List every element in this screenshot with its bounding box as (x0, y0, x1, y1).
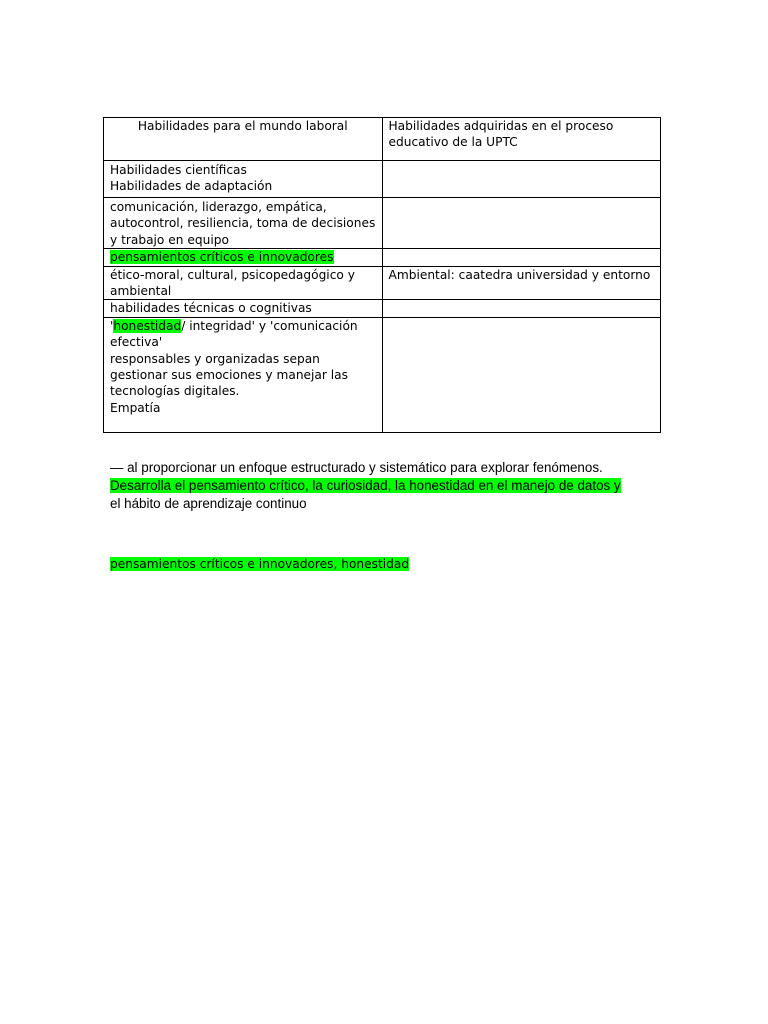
paragraph-2 (110, 556, 409, 572)
highlighted-text: Desarrolla el pensamiento crítico, la curiosidad, la honestidad en el manejo de datos y (110, 478, 621, 493)
cell-line: responsables y organizadas sepan gestionar sus emociones y manejar las tecnologías digitales. (110, 351, 348, 399)
table-cell (104, 317, 383, 432)
cell-line: ético-moral, cultural, psicopedagógico y ambiental (110, 267, 355, 299)
table-cell (382, 300, 661, 317)
table-cell (382, 249, 661, 266)
table-cell (382, 198, 661, 249)
table-row (104, 300, 661, 317)
cell-line: Empatía (110, 400, 161, 415)
cell-line (110, 318, 376, 351)
quote-mark: ' (110, 318, 114, 333)
table-header-row (104, 118, 661, 161)
cell-line: habilidades técnicas o cognitivas (110, 301, 312, 316)
highlighted-text: pensamientos críticos e innovadores (110, 250, 334, 265)
table-cell (104, 300, 383, 317)
cell-line: comunicación, liderazgo, empática, autocontrol, resiliencia, toma de decisiones y trabajo en equipo (110, 200, 376, 247)
table-cell (382, 161, 661, 198)
paragraph-line: el hábito de aprendizaje continuo (110, 496, 307, 511)
table-row (104, 266, 661, 300)
highlighted-word: honestidad (113, 318, 182, 333)
table-cell (104, 198, 383, 249)
header-col-work-skills: Habilidades para el mundo laboral (104, 118, 383, 161)
table-cell (104, 249, 383, 266)
table-row (104, 317, 661, 432)
table-row (104, 161, 661, 198)
table-cell (382, 317, 661, 432)
table-cell (104, 266, 383, 300)
cell-text: / integridad' y 'comunicación efectiva' (110, 318, 358, 350)
table-row (104, 198, 661, 249)
cell-line: Habilidades científicas (110, 163, 247, 177)
cell-line: Habilidades de adaptación (110, 179, 273, 194)
table-cell (104, 161, 383, 198)
table-row (104, 249, 661, 266)
highlighted-text: pensamientos críticos e innovadores, honestidad (110, 557, 410, 571)
header-col-uptc-skills: Habilidades adquiridas en el proceso educativo de la UPTC (382, 118, 661, 161)
paragraph-line: — al proporcionar un enfoque estructurado y sistemático para explorar fenómenos. (110, 460, 603, 475)
skills-table (103, 117, 661, 433)
table-cell: Ambiental: caatedra universidad y entorno (382, 266, 661, 300)
paragraph-1 (110, 459, 670, 513)
